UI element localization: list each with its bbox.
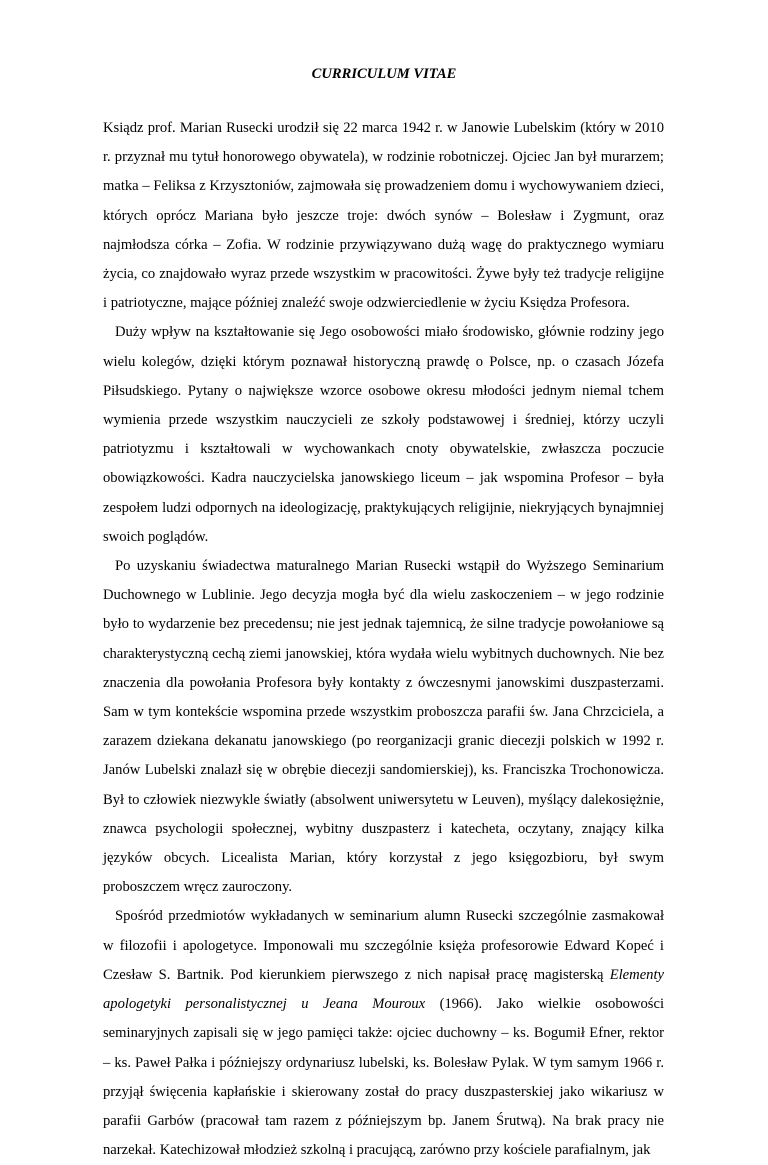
paragraph-influences: Duży wpływ na kształtowanie się Jego osobowości miało środowisko, głównie rodziny jego wielu kolegów, dzięki którym poznawał historyczną prawdę o Polsce, np. o czasach Józefa Piłsudskiego. Pytany o największe wzorce osobowe okresu młodości jednym niemal tchem wymienia przede wszystkim nauczycieli ze szkoły podstawowej i średniej, którzy uczyli patriotyzmu i kształtowali w wychowankach cnoty obywatelskie, zwłaszcza poczucie obowiązkowości. Kadra nauczycielska janowskiego liceum – jak wspomina Profesor – była zespołem ludzi odpornych na ideologizację, praktykujących religijnie, niekryjących bynajmniej swoich poglądów. xyxy=(103,324,664,545)
paragraph-seminary-vocation: Po uzyskaniu świadectwa maturalnego Marian Rusecki wstąpił do Wyższego Seminarium Duchownego w Lublinie. Jego decyzja mogła być dla wielu zaskoczeniem – w jego rodzinie było to wydarzenie bez precedensu; nie jest jednak tajemnicą, że silne tradycje powołaniowe są charakterystyczną cechą ziemi janowskiej, która wydała wielu wybitnych duchownych. Nie bez znaczenia dla powołania Profesora były kontakty z ówczesnymi janowskimi duszpasterzami. Sam w tym kontekście wspomina przede wszystkim proboszcza parafii św. Jana Chrzciciela, a zarazem dziekana dekanatu janowskiego (po reorganizacji granic diecezji polskich w 1992 r. Janów Lubelski znalazł się w obrębie diecezji sandomierskiej), ks. Franciszka Trochonowicza. Był to człowiek niezwykle światły (absolwent uniwersytetu w Leuven), myślący dalekosiężnie, znawca psychologii społecznej, wybitny duszpasterz i katecheta, oczytany, znający kilka języków obcych. Licealista Marian, który korzystał z jego księgozbioru, był swym proboszczem wręcz zauroczony. xyxy=(103,558,664,896)
paragraph-text-before: Spośród przedmiotów wykładanych w seminarium alumn Rusecki szczególnie zasmakował w filozofii i apologetyce. Imponowali mu szczególnie księża profesorowie Edward Kopeć i Czesław S. Bartnik. Pod kierunkiem pierwszego z nich napisał pracę magisterską xyxy=(103,908,664,983)
thesis-title: Elementy apologetyki personalistycznej u Jeana Mouroux xyxy=(103,966,664,1013)
document-body xyxy=(103,114,664,1165)
paragraph-early-life: Ksiądz prof. Marian Rusecki urodził się 22 marca 1942 r. w Janowie Lubelskim (który w 2010 r. przyznał mu tytuł honorowego obywatela), w rodzinie robotniczej. Ojciec Jan był murarzem; matka – Feliksa z Krzysztoniów, zajmowała się prowadzeniem domu i wychowywaniem dzieci, których oprócz Mariana było jeszcze troje: dwóch synów – Bolesław i Zygmunt, oraz najmłodsza córka – Zofia. W rodzinie przywiązywano dużą wagę do praktycznego wymiaru życia, co znajdowało wyraz przede wszystkim w pracowitości. Żywe były też tradycje religijne i patriotyczne, mające później znaleźć swoje odzwierciedlenie w życiu Księdza Profesora. xyxy=(103,120,664,312)
paragraph-studies-ordination xyxy=(103,902,664,1165)
paragraph-text-after: (1966). Jako wielkie osobowości seminaryjnych zapisali się w jego pamięci także: ojciec duchowny – ks. Bogumił Efner, rektor – ks. Paweł Pałka i późniejszy ordynariusz lubelski, ks. Bolesław Pylak. W tym samym 1966 r. przyjął święcenia kapłańskie i skierowany został do pracy duszpasterskiej jako wikariusz w parafii Garbów (pracował tam razem z późniejszym bp. Janem Śrutwą). Na brak pracy nie narzekał. Katechizował młodzież szkolną i pracującą, zarówno przy kościele parafialnym, jak xyxy=(103,996,664,1159)
document-title: CURRICULUM VITAE xyxy=(311,66,457,82)
